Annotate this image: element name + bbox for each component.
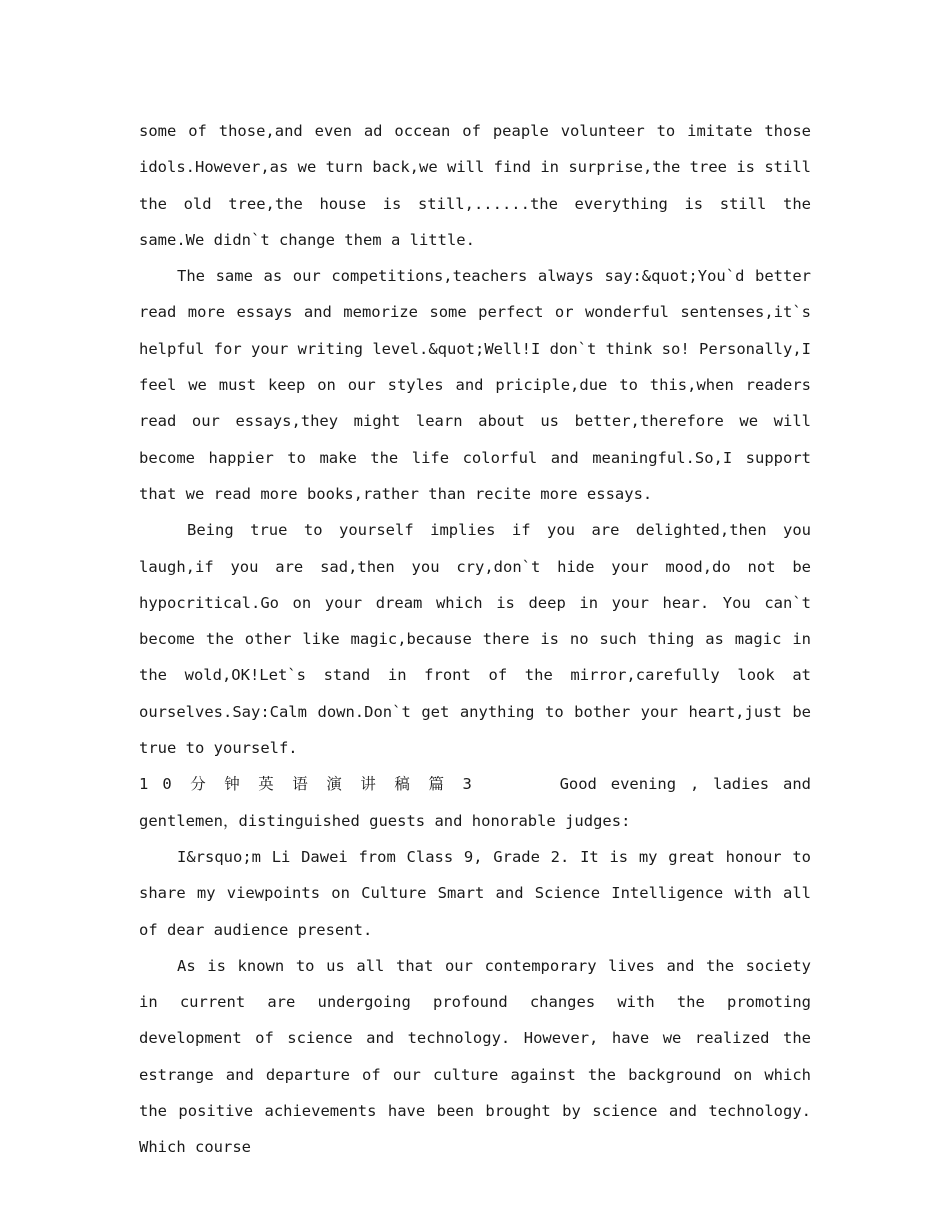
document-body [139, 113, 811, 1166]
greeting-text: Good evening , ladies and gentlemen，distinguished guests and honorable judges: [139, 775, 811, 830]
section-heading [139, 766, 811, 839]
paragraph-idols: some of those,and even ad occean of peaple volunteer to imitate those idols.However,as we turn back,we will find in surprise,the tree is still the old tree,the house is still,......the everything is still the same.We didn`t change them a little. [139, 122, 811, 249]
paragraph-competitions: The same as our competitions,teachers always say:&quot;You`d better read more essays and memorize some perfect or wonderful sentenses,it`s helpful for your writing level.&quot;Well!I don`t think so! Personally,I feel we must keep on our styles and priciple,due to this,when readers read our essays,they might learn about us better,therefore we will become happier to make the life colorful and meaningful.So,I support that we read more books,rather than recite more essays. [139, 267, 811, 503]
paragraph-be-true: Being true to yourself implies if you are delighted,then you laugh,if you are sad,then you cry,don`t hide your mood,do not be hypocritical.Go on your dream which is deep in your hear. You can`t become the other like magic,because there is no such thing as magic in the wold,OK!Let`s stand in front of the mirror,carefully look at ourselves.Say:Calm down.Don`t get anything to bother your heart,just be true to yourself. [139, 521, 811, 758]
paragraph-introduction: I&rsquo;m Li Dawei from Class 9, Grade 2. It is my great honour to share my viewpoints on Culture Smart and Science Intelligence with all of dear audience present. [139, 847, 811, 939]
section-title: 10分钟英语演讲稿篇3 [139, 775, 486, 794]
paragraph-science-culture: As is known to us all that our contemporary lives and the society in current are undergoing profound changes with the promoting development of science and technology. However, have we realized the estrange and departure of our culture against the background on which the positive achievements have been brought by science and technology. Which course [139, 956, 811, 1157]
